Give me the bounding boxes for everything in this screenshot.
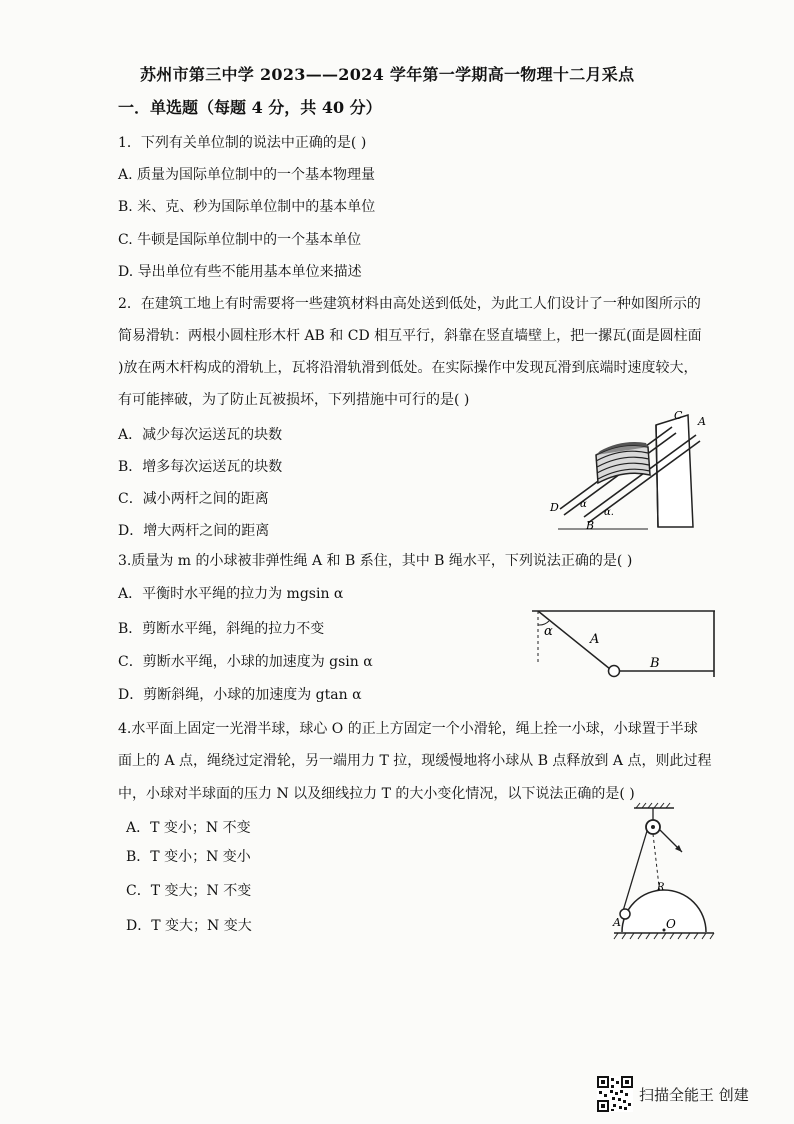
label-r: R bbox=[657, 882, 665, 893]
q4-option-d: D．T 变大；N 变大 bbox=[126, 918, 252, 934]
ball bbox=[609, 666, 620, 677]
q2-slide-rail-figure bbox=[548, 405, 718, 535]
label-a: A bbox=[613, 916, 621, 929]
label-c: C bbox=[674, 409, 683, 422]
scanner-watermark bbox=[597, 1076, 749, 1112]
q3-option-d: D．剪断斜绳，小球的加速度为 gtan α bbox=[118, 687, 362, 703]
q1-option-c: C. 牛顿是国际单位制中的一个基本单位 bbox=[118, 232, 362, 248]
q4-line-2: 面上的 A 点，绳绕过定滑轮，另一端用力 T 拉，现缓慢地将小球从 B 点释放到 A 点，则此过程 bbox=[118, 753, 712, 769]
q3-rope-ball-figure bbox=[530, 605, 720, 685]
scanner-caption: 扫描全能王 创建 bbox=[639, 1085, 749, 1104]
q4-hemisphere-pulley-figure bbox=[612, 802, 722, 944]
q3-option-b: B．剪断水平绳，斜绳的拉力不变 bbox=[118, 621, 325, 637]
q2-option-a: A．减少每次运送瓦的块数 bbox=[118, 427, 283, 443]
q1-option-b: B. 米、克、秒为国际单位制中的基本单位 bbox=[118, 199, 376, 215]
label-alpha-2: α. bbox=[604, 507, 614, 518]
q3-option-a: A．平衡时水平绳的拉力为 mgsin α bbox=[118, 586, 344, 602]
q3-option-c: C．剪断水平绳，小球的加速度为 gsin α bbox=[118, 654, 373, 670]
hemisphere bbox=[622, 890, 706, 932]
q2-line-4: 有可能摔破，为了防止瓦被损坏，下列措施中可行的是( ) bbox=[118, 392, 470, 408]
tile-stack bbox=[596, 442, 650, 483]
label-a: A bbox=[698, 415, 706, 428]
label-d: D bbox=[550, 501, 559, 514]
small-ball bbox=[620, 909, 630, 919]
q1-option-d: D. 导出单位有些不能用基本单位来描述 bbox=[118, 264, 362, 280]
q2-line-3: )放在两木杆构成的滑轨上，瓦将沿滑轨滑到低处。在实际操作中发现瓦滑到底端时速度较大， bbox=[118, 360, 698, 376]
label-b: B bbox=[650, 656, 660, 671]
label-alpha: α bbox=[544, 624, 553, 639]
q2-option-d: D．增大两杆之间的距离 bbox=[118, 523, 270, 539]
q2-option-c: C．减小两杆之间的距离 bbox=[118, 491, 269, 507]
label-b: B bbox=[586, 519, 595, 532]
qr-code-icon bbox=[597, 1076, 633, 1112]
wall-shape bbox=[656, 415, 693, 527]
q4-line-3: 中，小球对半球面的压力 N 以及细线拉力 T 的大小变化情况，以下说法正确的是( ) bbox=[118, 786, 635, 802]
section-heading: 一．单选题（每题 4 分，共 40 分） bbox=[118, 98, 382, 117]
page-title: 苏州市第三中学 2023——2024 学年第一学期高一物理十二月采点 bbox=[140, 65, 635, 84]
q1-stem: 1．下列有关单位制的说法中正确的是( ) bbox=[118, 135, 367, 151]
q4-line-1: 4.水平面上固定一光滑半球，球心 O 的正上方固定一个小滑轮，绳上拴一小球，小球置于半球 bbox=[118, 721, 698, 737]
q2-line-2: 简易滑轨：两根小圆柱形木杆 AB 和 CD 相互平行，斜靠在竖直墙壁上，把一摞瓦(面是圆柱面 bbox=[118, 328, 702, 344]
q1-option-a: A. 质量为国际单位制中的一个基本物理量 bbox=[118, 167, 376, 183]
q3-stem: 3.质量为 m 的小球被非弹性绳 A 和 B 系住，其中 B 绳水平，下列说法正确的是( ) bbox=[118, 553, 633, 569]
label-o: O bbox=[666, 917, 676, 931]
q4-option-c: C．T 变大；N 不变 bbox=[126, 883, 252, 899]
q4-option-a: A．T 变小；N 不变 bbox=[126, 820, 251, 836]
q4-option-b: B．T 变小；N 变小 bbox=[126, 849, 251, 865]
q2-option-b: B．增多每次运送瓦的块数 bbox=[118, 459, 283, 475]
label-alpha-1: α bbox=[580, 499, 587, 510]
q2-line-1: 2．在建筑工地上有时需要将一些建筑材料由高处送到低处，为此工人们设计了一种如图所示的 bbox=[118, 296, 701, 312]
label-a: A bbox=[590, 632, 600, 647]
